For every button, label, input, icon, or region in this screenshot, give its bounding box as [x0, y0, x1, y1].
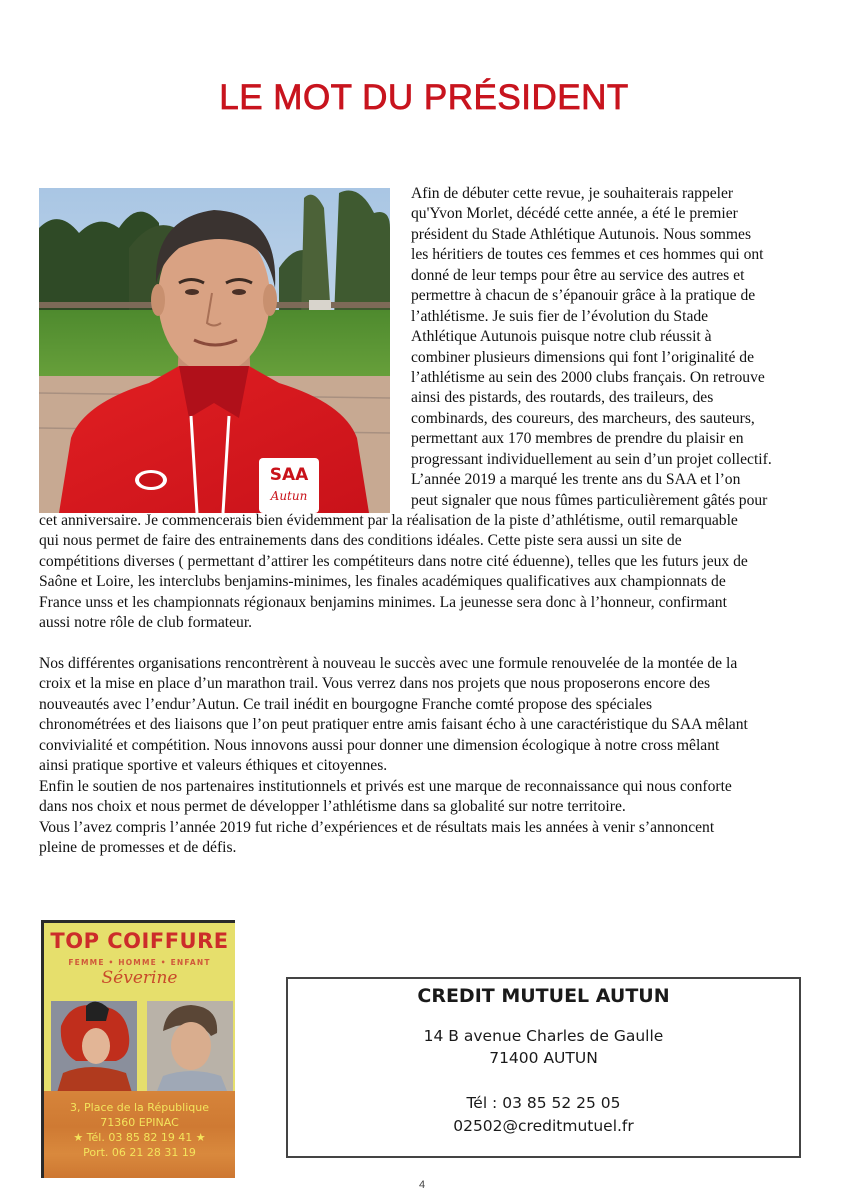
article-line: Vous l’avez compris l’année 2019 fut riche d’expériences et de résultats mais les années à venir s’annoncent — [39, 818, 715, 836]
top-coiffure-owner: Séverine — [101, 968, 178, 988]
article-line: l’athlétisme. Je suis fier de l’évolution du Stade — [411, 307, 709, 325]
top-coiffure-address-2: 71360 EPINAC — [100, 1116, 179, 1129]
article-line: qui nous permet de faire des entrainements dans des conditions idéales. Cette piste sera aussi un site de — [39, 532, 682, 550]
credit-mutuel-street: 14 B avenue Charles de Gaulle — [423, 1027, 664, 1045]
article-line: Saône et Loire, les interclubs benjamins-minimes, les finales académiques qualificatives aux championnats de — [39, 573, 726, 591]
top-coiffure-photos — [51, 1001, 233, 1096]
article-line: l’athlétisme au sein des 2000 clubs français. On retrouve — [411, 368, 765, 386]
top-coiffure-name: TOP COIFFURE — [50, 929, 229, 953]
top-coiffure-mobile: Port. 06 21 28 31 19 — [83, 1146, 196, 1159]
top-coiffure-address-panel — [44, 1091, 235, 1178]
credit-mutuel-name: CREDIT MUTUEL AUTUN — [417, 985, 670, 1007]
article-line: compétitions diverses ( permettant d’attirer les compétiteurs dans notre cité éduenne), telles que les futurs jeux de — [39, 552, 748, 570]
page-title: LE MOT DU PRÉSIDENT — [219, 78, 629, 118]
article-paragraph-1 — [39, 511, 748, 634]
top-coiffure-address-1: 3, Place de la République — [70, 1101, 209, 1114]
jacket-script-text: Autun — [270, 489, 308, 503]
top-coiffure-tagline: FEMME • HOMME • ENFANT — [68, 958, 211, 967]
article-line: les héritiers de toutes ces femmes et ces hommes qui ont — [411, 246, 764, 264]
president-photo — [39, 188, 390, 513]
article-line: Enfin le soutien de nos partenaires institutionnels et privés est une marque de reconnaissance qui nous conforte — [39, 777, 732, 795]
article-line: aussi notre rôle de club formateur. — [39, 614, 253, 632]
article-line: ainsi des pistards, des routards, des traileurs, des — [411, 389, 714, 407]
article-line: combinards, des coureurs, des marcheurs, des sauteurs, — [411, 409, 755, 427]
article-line: croix et la mise en place d’un marathon trail. Vous verrez dans nos projets que nous proposerons encore des — [39, 675, 711, 693]
article-line: permettant aux 170 membres de prendre du plaisir en — [411, 430, 744, 448]
article-line: nouveautés avec l’endur’Autun. Ce trail inédit en bourgogne Franche comté propose des spéciales — [39, 695, 653, 713]
article-line: permettre à chacun de s’épanouir grâce à la pratique de — [411, 287, 756, 305]
top-coiffure-ad — [41, 920, 235, 1178]
article-line: combiner plusieurs dimensions qui font l’originalité de — [411, 348, 755, 366]
article-line: Afin de débuter cette revue, je souhaiterais rappeler — [411, 185, 734, 202]
article-line: France unss et les championnats régionaux benjamins minimes. La jeunesse sera donc à l’honneur, confirmant — [39, 593, 727, 611]
article-line: qu'Yvon Morlet, décédé cette année, a été le premier — [411, 205, 738, 223]
article-line: président du Stade Athlétique Autunois. Nous sommes — [411, 225, 752, 243]
credit-mutuel-ad — [286, 977, 801, 1158]
article-line: progressant individuellement au sein d’un projet collectif. — [411, 450, 772, 468]
credit-mutuel-city: 71400 AUTUN — [489, 1049, 598, 1067]
article-line: pleine de promesses et de défis. — [39, 838, 237, 856]
credit-mutuel-phone: Tél : 03 85 52 25 05 — [466, 1094, 621, 1112]
jacket-logo-text: SAA — [269, 465, 309, 485]
article-paragraph-2 — [39, 654, 748, 858]
article-line: cet anniversaire. Je commencerais bien évidemment par la réalisation de la piste d’athlétisme, outil remarquable — [39, 512, 738, 529]
credit-mutuel-email[interactable]: 02502@creditmutuel.fr — [453, 1117, 634, 1135]
jacket-logo — [259, 458, 319, 513]
article-line: chronométrées et des liaisons que l’on peut pratiquer entre amis faisant écho à une caractéristique du SAA mêlant — [39, 716, 748, 734]
article-line: ainsi pratique sportive et valeurs éthiques et citoyennes. — [39, 757, 388, 775]
article-line: convivialité et compétition. Nous innovons aussi pour donner une dimension écologique à notre cross mêlant — [39, 736, 720, 754]
article-line: Athlétique Autunois puisque notre club réussit à — [411, 328, 712, 346]
article-line: donné de leur temps pour être au service des autres et — [411, 266, 745, 284]
article-line: dans nos choix et nous permet de développer l’athlétisme dans sa globalité sur notre territoire. — [39, 798, 626, 816]
president-photo-illustration — [39, 188, 390, 513]
article-intro-column — [411, 184, 772, 511]
article-line: peut signaler que nous fûmes particulièrement gâtés pour — [411, 491, 768, 509]
article-line: Nos différentes organisations rencontrèrent à nouveau le succès avec une formule renouvelée de la montée de la — [39, 655, 738, 672]
article-line: L’année 2019 a marqué les trente ans du SAA et l’on — [411, 471, 741, 489]
top-coiffure-phone: ★ Tél. 03 85 82 19 41 ★ — [73, 1131, 206, 1144]
page-number: 4 — [419, 1179, 426, 1191]
